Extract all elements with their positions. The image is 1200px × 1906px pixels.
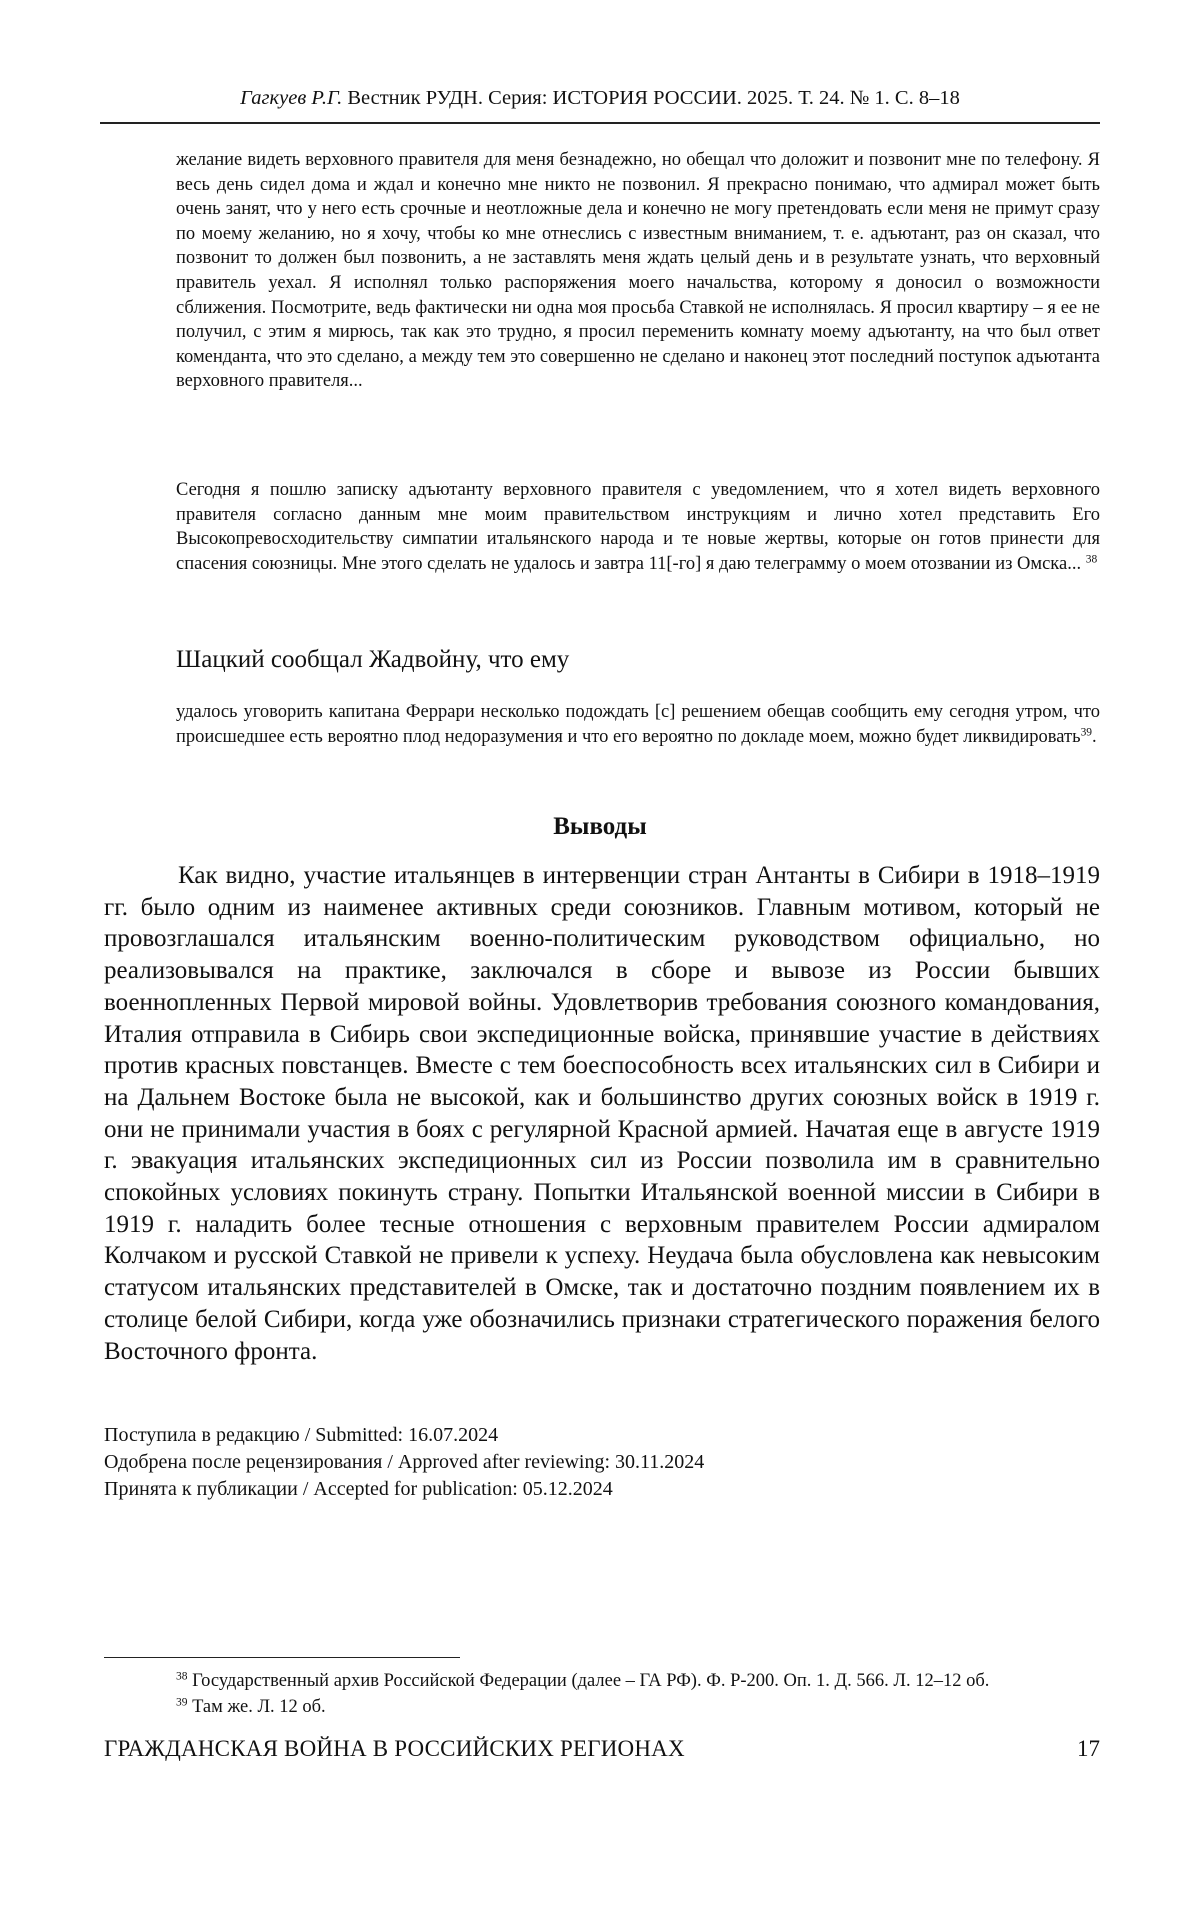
intro-sentence: Шацкий сообщал Жадвойну, что ему	[176, 646, 570, 673]
footnote-number: 39	[176, 1696, 188, 1709]
footnote-ref-38[interactable]: 38	[1085, 553, 1098, 566]
footnote-divider	[104, 1657, 460, 1658]
quote-block-1: желание видеть верховного правителя для меня безнадежно, но обещал что доложит и позвонит мне по телефону. Я весь день сидел дома и ждал и конечно мне никто не позвонил. Я прекрасно понимаю, что адмирал может быть очень занят, что у него есть срочные и неотложные дела и конечно не могу претендовать если меня не примут сразу по моему желанию, но я хочу, чтобы ко мне отнеслись с известным вниманием, т. е. адъютант, раз он сказал, что позвонит то должен был позвонить, а не заставлять меня ждать целый день и в результате узнать, что верховный правитель уехал. Я исполнял только распоряжения моего начальства, которому я доносил о возможности сближения. Посмотрите, ведь фактически ни одна моя просьба Ставкой не исполнялась. Я просил квартиру – я ее не получил, с этим я мирюсь, так как это трудно, я просил переменить комнату моему адъютанту, на что был ответ коменданта, что это сделано, а между тем это совершенно не сделано и наконец этот последний поступок адъютанта верховного правителя...	[176, 150, 1100, 392]
footnote-38	[104, 1668, 1100, 1694]
conclusion-paragraph: Как видно, участие итальянцев в интервенции стран Антанты в Сибири в 1918–1919 гг. было одним из наименее активных среди союзников. Главным мотивом, который не провозглашался итальянским военно-политическим руководством официально, но реализовывался на практике, заключался в сборе и вывозе из России бывших военнопленных Первой мировой войны. Удовлетворив требования союзного командования, Италия отправила в Сибирь свои экспедиционные войска, принявшие участие в действиях против красных повстанцев. Вместе с тем боеспособность всех итальянских сил в Сибири и на Дальнем Востоке была не высокой, как и большинство других союзных войск в 1919 г. они не принимали участия в боях с регулярной Красной армией. Начатая еще в августе 1919 г. эвакуация итальянских экспедиционных сил из России позволила им в сравнительно спокойных условиях покинуть страну. Попытки Итальянской военной миссии в Сибири в 1919 г. наладить более тесные отношения с верховным правителем России адмиралом Колчаком и русской Ставкой не привели к успеху. Неудача была обусловлена как невысоким статусом итальянских представителей в Омске, так и достаточно поздним появлением их в столице белой Сибири, когда уже обозначились признаки стратегического поражения белого Восточного фронта.	[104, 862, 1100, 1365]
quote-block-3-text: удалось уговорить капитана Феррари несколько подождать [с] решением обещав сообщить ему сегодня утром, что происшедшее есть вероятно плод недоразумения и что его вероятно по докладе моем, можно будет ликвидировать	[176, 702, 1100, 747]
submitted-date: Поступила в редакцию / Submitted: 16.07.2024	[104, 1424, 499, 1446]
page-number: 17	[1077, 1736, 1100, 1761]
footnote-39	[104, 1694, 1100, 1720]
running-header	[100, 86, 1100, 124]
header-authors: Гагкуев Р.Г.	[240, 87, 343, 109]
section-title: Выводы	[553, 813, 647, 840]
quote-block-3-end: .	[1092, 726, 1097, 747]
quote-block-2-text: Сегодня я пошлю записку адъютанту верховного правителя с уведомлением, что я хотел видеть верховного правителя согласно данным мне моим правительством инструкциям и лично хотел представить Его Высокопревосходительству симпатии итальянского народа и те новые жертвы, которые он готов принести для спасения союзницы. Мне этого сделать не удалось и завтра 11[-го] я даю телеграмму о моем отозвании из Омска...	[176, 480, 1100, 574]
footnote-text: Там же. Л. 12 об.	[192, 1697, 326, 1717]
quote-block-2	[176, 478, 1100, 576]
accepted-date: Принята к публикации / Accepted for publication: 05.12.2024	[104, 1478, 613, 1500]
footnote-number: 38	[176, 1670, 188, 1683]
footer-journal-title: ГРАЖДАНСКАЯ ВОЙНА В РОССИЙСКИХ РЕГИОНАХ	[104, 1736, 685, 1761]
header-citation: Вестник РУДН. Серия: ИСТОРИЯ РОССИИ. 2025. Т. 24. № 1. С. 8–18	[347, 87, 960, 109]
footnote-text: Государственный архив Российской Федерации (далее – ГА РФ). Ф. Р-200. Оп. 1. Д. 566. Л. 12–12 об.	[192, 1671, 990, 1691]
approved-date: Одобрена после рецензирования / Approved after reviewing: 30.11.2024	[104, 1451, 705, 1473]
quote-block-3	[176, 700, 1100, 749]
footnotes	[104, 1668, 1100, 1720]
page-footer	[104, 1734, 1100, 1764]
footnote-ref-39[interactable]: 39	[1080, 726, 1093, 739]
publication-dates	[104, 1422, 704, 1503]
